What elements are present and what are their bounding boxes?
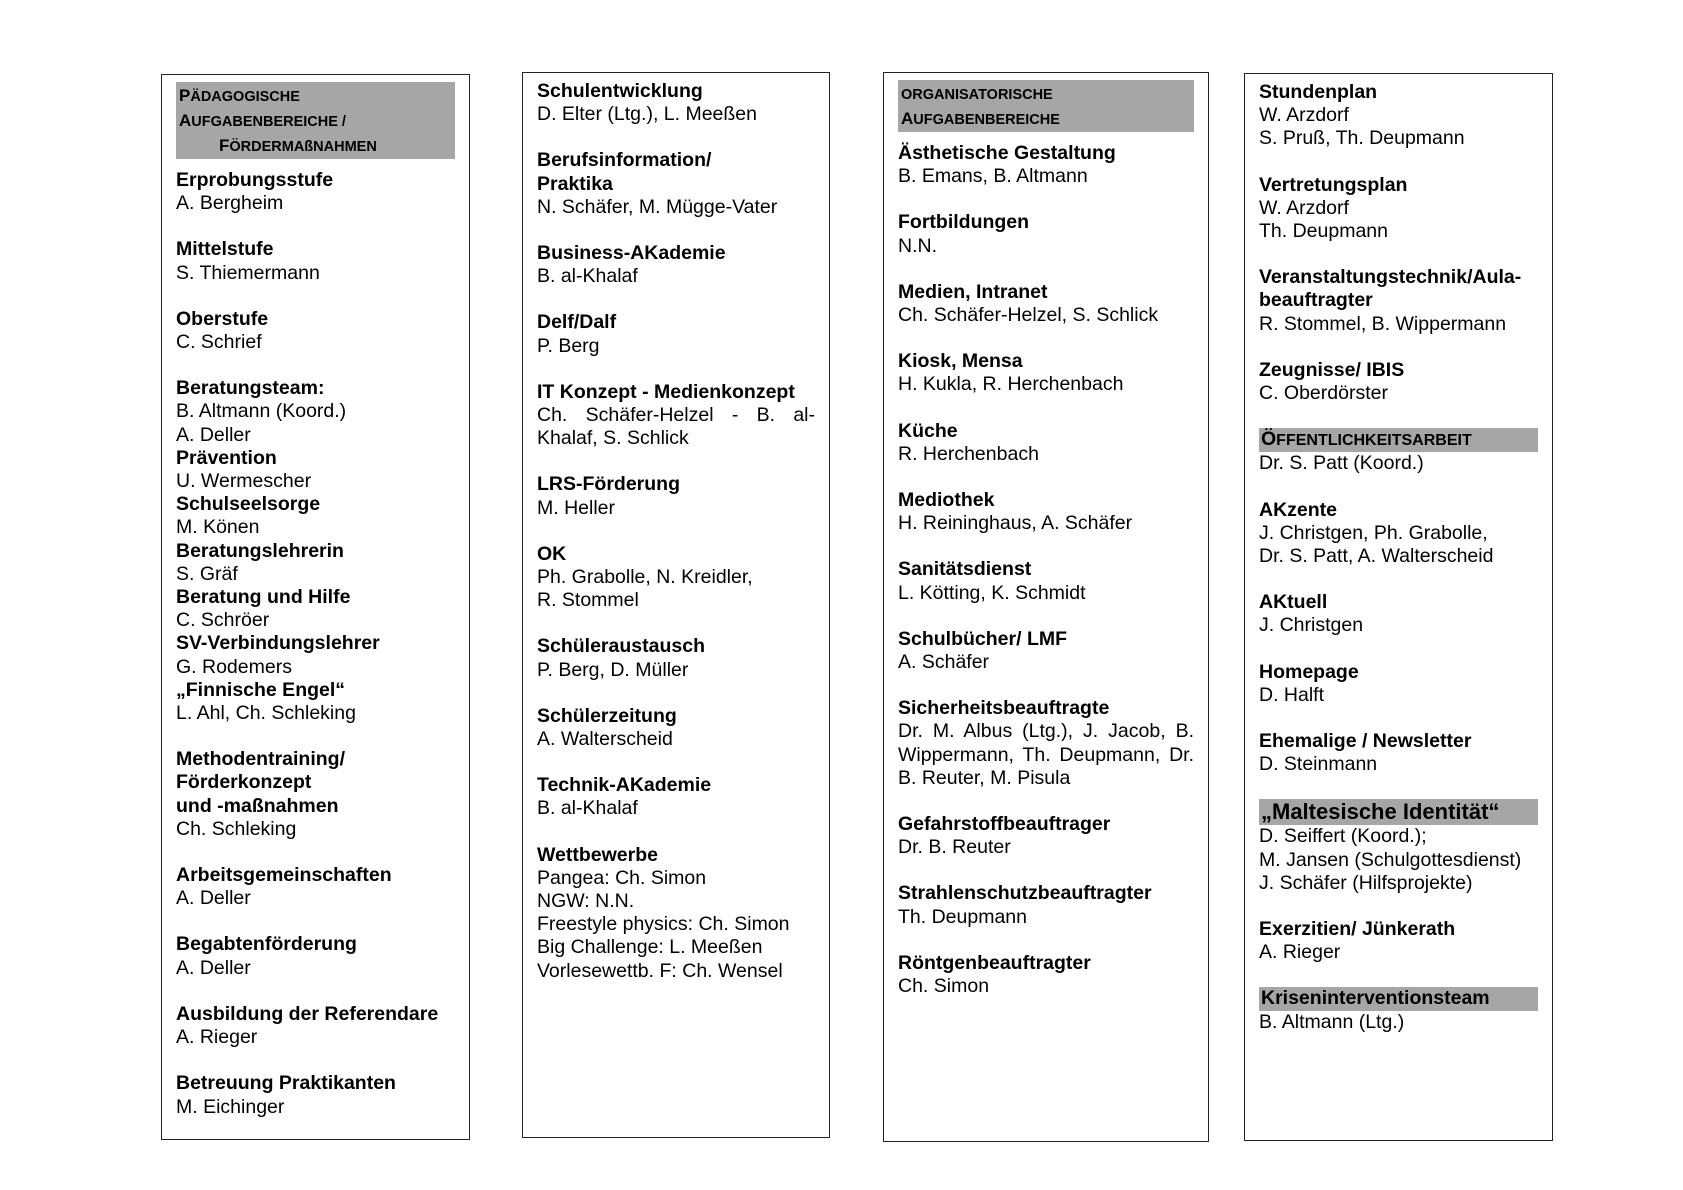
entry-line: D. Seiffert (Koord.); (1259, 825, 1427, 848)
entry-title: Beratung und Hilfe (176, 586, 351, 609)
entry-section (898, 813, 1194, 859)
entry-line: S. Gräf (176, 562, 238, 585)
entry-line: S. Thiemermann (176, 261, 320, 284)
entry-section (537, 635, 815, 681)
entry-title: Vertretungsplan (1259, 173, 1408, 196)
entry-title: Medien, Intranet (898, 280, 1048, 303)
entry-line: A. Schäfer (898, 651, 990, 674)
entry-line: D. Halft (1259, 683, 1325, 706)
entry-line: Th. Deupmann (898, 905, 1027, 928)
entry-section (898, 489, 1194, 535)
entry-title: Technik-AKademie (537, 774, 712, 797)
entry-section (1259, 359, 1538, 405)
column-organisatorisch-2 (1244, 73, 1553, 1141)
entry-title: Beratungsteam: (176, 377, 325, 400)
entry-section (176, 447, 455, 493)
header-line-2: AUFGABENBEREICHE (901, 109, 1060, 128)
entry-title: OK (537, 542, 567, 565)
entry-line: R. Stommel (537, 589, 639, 612)
entry-section (176, 748, 455, 841)
entry-section (537, 774, 815, 820)
entry-title: Schulentwicklung (537, 80, 703, 102)
entry-line: Ch. Schäfer-Helzel, S. Schlick (898, 304, 1159, 327)
entry-title: Strahlenschutzbeauftragter (898, 882, 1152, 905)
entry-line: D. Steinmann (1259, 753, 1378, 776)
section-header-maltesische-identitaet: „Maltesische Identität“ (1259, 799, 1538, 825)
entry-title: Zeugnisse/ IBIS (1259, 358, 1405, 381)
entry-section (537, 149, 815, 219)
entry-section (898, 350, 1194, 396)
entry-line: S. Pruß, Th. Deupmann (1259, 127, 1465, 150)
entry-title: „Finnische Engel“ (176, 678, 346, 701)
entry-section (176, 238, 455, 284)
entry-line: J. Christgen, Ph. Grabolle, (1259, 521, 1488, 544)
entry-title: Homepage (1259, 660, 1359, 683)
entry-section (176, 1072, 455, 1118)
entry-section (537, 242, 815, 288)
entry-section (176, 632, 455, 678)
entry-line: B. al-Khalaf (537, 797, 638, 820)
column-organisatorisch (883, 72, 1209, 1142)
entry-line: N. Schäfer, M. Mügge-Vater (537, 195, 778, 218)
entry-line: L. Ahl, Ch. Schleking (176, 702, 356, 725)
entry-section (898, 211, 1194, 257)
entry-title: Gefahrstoffbeauftrager (898, 813, 1111, 836)
entry-line: Pangea: Ch. Simon (537, 866, 707, 889)
entry-section (1259, 661, 1538, 707)
entry-title: Arbeitsgemeinschaften (176, 864, 392, 887)
entry-title: Schulbücher/ LMF (898, 627, 1068, 650)
entry-title: Veranstaltungstechnik/Aula- (1259, 266, 1522, 289)
entry-title: Begabtenförderung (176, 933, 357, 956)
header-line-1: ORGANISATORISCHE (901, 87, 1053, 103)
entry-line: Th. Deupmann (1259, 220, 1388, 243)
entry-text: Dr. M. Albus (Ltg.), J. Jacob, B. Wippermann, Th. Deupmann, Dr. B. Reuter, M. Pisula (898, 720, 1194, 789)
entry-title: Mittelstufe (176, 238, 274, 261)
entry-line: H. Kukla, R. Herchenbach (898, 373, 1124, 396)
entry-title: Fortbildungen (898, 211, 1030, 234)
entry-line: J. Christgen (1259, 614, 1364, 637)
entry-section (537, 80, 815, 126)
entry-section (1259, 266, 1538, 336)
entry-title: Ausbildung der Referendare (176, 1002, 439, 1025)
entry-title: Wettbewerbe (537, 843, 658, 866)
entry-section (176, 169, 455, 215)
maltesische-identitaet-block (1259, 799, 1538, 895)
entry-section (537, 381, 815, 451)
entry-line: Ph. Grabolle, N. Kreidler, (537, 566, 753, 589)
entry-text: Ch. Schäfer-Helzel - B. al-Khalaf, S. Schlick (537, 404, 815, 450)
kriseninterventionsteam-block (1259, 987, 1538, 1033)
entry-title: Berufsinformation/ (537, 149, 712, 172)
entry-line: Ch. Schleking (176, 817, 297, 840)
entry-line: A. Rieger (1259, 941, 1341, 964)
entry-line: G. Rodemers (176, 655, 292, 678)
entry-section (898, 628, 1194, 674)
entry-title: Erprobungsstufe (176, 169, 334, 191)
header-line-1: PÄDAGOGISCHE (179, 86, 300, 105)
entry-title: Sicherheitsbeauftragte (898, 697, 1110, 720)
entry-line: H. Reininghaus, A. Schäfer (898, 512, 1133, 535)
section-header-kriseninterventionsteam: Kriseninterventionsteam (1259, 987, 1538, 1010)
entry-section (176, 540, 455, 586)
entry-line: A. Walterscheid (537, 728, 673, 751)
entry-section (176, 493, 455, 539)
entry-line: C. Schrief (176, 331, 262, 354)
entry-title: Beratungslehrerin (176, 539, 344, 562)
section-header-organisatorisch (898, 80, 1194, 132)
entry-title: Prävention (176, 446, 277, 469)
entry-line: U. Wermescher (176, 470, 312, 493)
entry-line: Dr. B. Reuter (898, 836, 1011, 859)
entry-section (1259, 591, 1538, 637)
entry-section (537, 844, 815, 983)
entry-line: B. Altmann (Ltg.) (1259, 1010, 1405, 1033)
entry-section (176, 933, 455, 979)
entry-title: Schulseelsorge (176, 493, 321, 516)
entry-title: LRS-Förderung (537, 473, 680, 496)
entry-title: Ästhetische Gestaltung (898, 142, 1116, 164)
entry-section (1259, 81, 1538, 151)
entry-line: J. Schäfer (Hilfsprojekte) (1259, 871, 1473, 894)
entry-title: Stundenplan (1259, 81, 1378, 103)
entry-section (1259, 918, 1538, 964)
entry-line: M. Heller (537, 496, 616, 519)
entry-title: Röntgenbeauftragter (898, 951, 1091, 974)
entry-line: W. Arzdorf (1259, 104, 1349, 127)
entry-section (537, 543, 815, 613)
entry-title: Schülerzeitung (537, 704, 677, 727)
entry-section (898, 558, 1194, 604)
entry-line: Dr. S. Patt (Koord.) (1259, 452, 1424, 475)
entry-line: M. Jansen (Schulgottesdienst) (1259, 848, 1522, 871)
entry-line: Big Challenge: L. Meeßen (537, 936, 763, 959)
header-line-2: AUFGABENBEREICHE / (179, 111, 346, 130)
entry-title: Oberstufe (176, 307, 269, 330)
entry-section (1259, 499, 1538, 569)
entry-section (176, 1003, 455, 1049)
entry-line: M. Eichinger (176, 1095, 285, 1118)
entry-title: SV-Verbindungslehrer (176, 632, 380, 655)
entry-section (537, 705, 815, 751)
entry-section (176, 377, 455, 447)
entry-section (176, 586, 455, 632)
entry-title: Schüleraustausch (537, 635, 705, 658)
entry-line: M. Könen (176, 516, 260, 539)
entry-section (898, 281, 1194, 327)
oeffentlichkeitsarbeit-block (1259, 428, 1538, 475)
entry-title: Mediothek (898, 489, 995, 512)
entry-line: B. Altmann (Koord.) (176, 400, 347, 423)
entry-section (1259, 730, 1538, 776)
entry-title: und -maßnahmen (176, 794, 339, 817)
entry-line: NGW: N.N. (537, 890, 635, 913)
entry-title: Methodentraining/ (176, 748, 345, 771)
section-header-paedagogisch (176, 82, 455, 159)
entry-section (176, 308, 455, 354)
entry-line: B. al-Khalaf (537, 265, 638, 288)
entry-title: Kiosk, Mensa (898, 350, 1023, 373)
entry-section (537, 311, 815, 357)
entry-title: Betreuung Praktikanten (176, 1072, 396, 1095)
entry-section (898, 420, 1194, 466)
section-header-oeffentlichkeitsarbeit: ÖFFENTLICHKEITSARBEIT (1259, 428, 1538, 452)
column-paedagogisch (161, 74, 470, 1140)
entry-line: C. Schröer (176, 609, 270, 632)
entry-section (1259, 174, 1538, 244)
entry-title: Sanitätsdienst (898, 558, 1032, 581)
entry-section (898, 697, 1194, 790)
entry-line: P. Berg, D. Müller (537, 658, 689, 681)
header-line-3: FÖRDERMAßNAHMEN (219, 136, 377, 155)
entry-line: P. Berg (537, 334, 600, 357)
entry-line: L. Kötting, K. Schmidt (898, 581, 1086, 604)
entry-line: A. Deller (176, 956, 251, 979)
column-weitere-paedagogisch (522, 72, 830, 1138)
entry-title: AKtuell (1259, 591, 1328, 614)
entry-section (537, 473, 815, 519)
entry-line: Ch. Simon (898, 975, 990, 998)
entry-line: W. Arzdorf (1259, 196, 1349, 219)
entry-line: A. Rieger (176, 1026, 258, 1049)
entry-line: D. Elter (Ltg.), L. Meeßen (537, 103, 757, 126)
entry-title: IT Konzept - Medienkonzept (537, 380, 795, 403)
entry-title: AKzente (1259, 498, 1338, 521)
entry-title: Delf/Dalf (537, 311, 617, 334)
entry-line: Dr. S. Patt, A. Walterscheid (1259, 545, 1494, 568)
entry-line: B. Emans, B. Altmann (898, 165, 1088, 188)
entry-line: R. Stommel, B. Wippermann (1259, 312, 1507, 335)
entry-title: Ehemalige / Newsletter (1259, 730, 1472, 753)
entry-section (898, 142, 1194, 188)
entry-line: Freestyle physics: Ch. Simon (537, 913, 790, 936)
entry-line: N.N. (898, 234, 937, 257)
entry-section (176, 864, 455, 910)
entry-line: A. Deller (176, 887, 251, 910)
entry-line: A. Bergheim (176, 192, 284, 215)
entry-line: Vorlesewettb. F: Ch. Wensel (537, 959, 783, 982)
entry-section (176, 679, 455, 725)
entry-title: beauftragter (1259, 289, 1373, 312)
entry-line: C. Oberdörster (1259, 382, 1388, 405)
entry-line: A. Deller (176, 423, 251, 446)
entry-title: Küche (898, 419, 958, 442)
entry-title: Exerzitien/ Jünkerath (1259, 918, 1456, 941)
entry-section (898, 882, 1194, 928)
entry-title: Förderkonzept (176, 771, 312, 794)
entry-title: Praktika (537, 172, 613, 195)
entry-title: Business-AKademie (537, 242, 726, 265)
entry-section (898, 952, 1194, 998)
entry-line: R. Herchenbach (898, 442, 1039, 465)
